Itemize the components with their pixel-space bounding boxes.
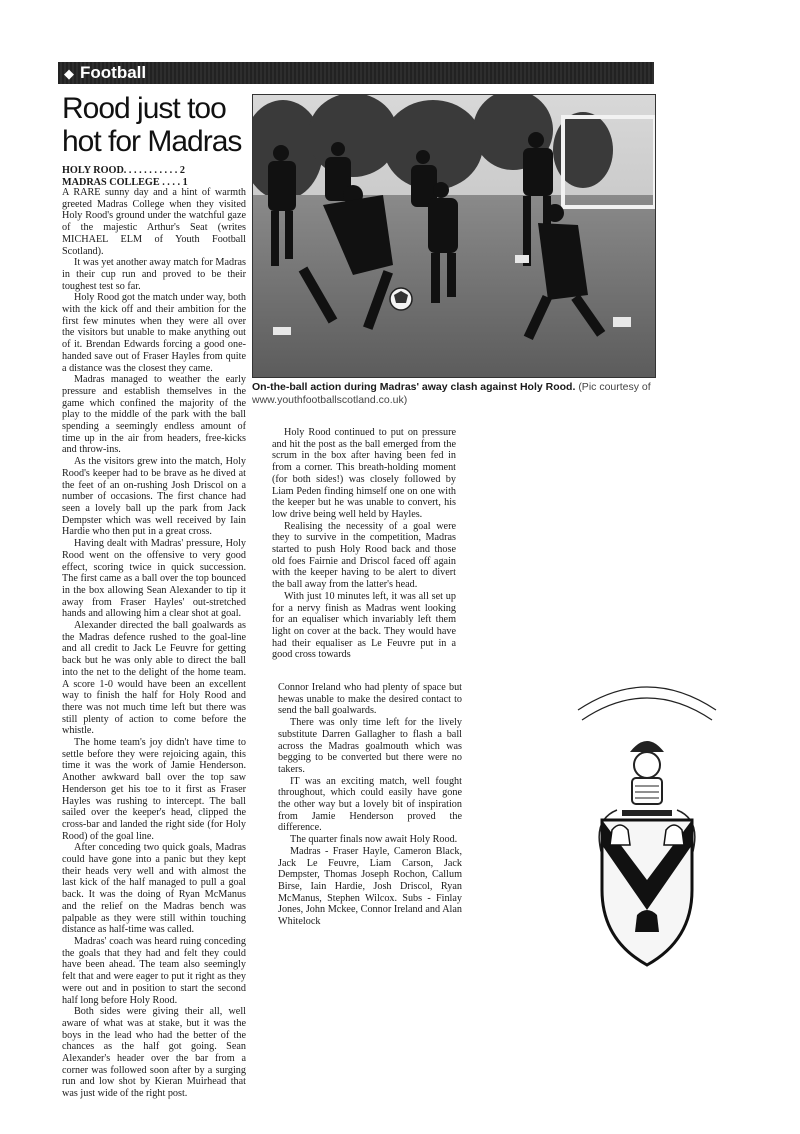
paragraph: Alexander directed the ball goalwards as the Madras defence rushed to the goal-line and all credit to Jack Le Feuvre for getting back but he was only able to direct the ball into the net to the delight of the home team. A score 1-0 would have been an excellent way to finish the half for Holy Rood and there was not much time left but there was still plenty of action to come before the whistle.	[62, 620, 246, 737]
caption-credit: (Pic courtesy of www.youthfootballscotland.co.uk)	[252, 381, 651, 406]
paragraph: The quarter finals now await Holy Rood.	[290, 834, 458, 846]
paragraph: Madras managed to weather the early pressure and establish themselves in the game which confined the majority of the play to the middle of the park with the ball spending a seemingly endless amount of time up in the air from headers, free-kicks and throw-ins.	[62, 374, 246, 456]
article-headline: Rood just too hot for Madras	[62, 92, 242, 158]
article-column-1	[62, 187, 246, 1100]
paragraph: As the visitors grew into the match, Holy Rood's keeper had to be brave as he dived at the feet of an on-rushing Josh Driscol on a number of occasions. The first chance had seen a lovely ball up the park from Jack Dempster which was well received by Iain Hardie who then put in a great cross.	[62, 456, 246, 538]
paragraph: Having dealt with Madras' pressure, Holy Rood went on the offensive to very good effect, scoring twice in quick succession. The first came as a ball over the top bounced in the box allowing Sean Alexander to tip it away from Fraser Hayles' out-stretched hands and allowing him a clear shot at goal.	[62, 538, 246, 620]
paragraph: Madras' coach was heard ruing conceding the goals that they had and felt they could have been ahead. The team also seemingly felt that and were eager to put it right as they were out and in position to start the second half long before Holy Rood.	[62, 936, 246, 1006]
paragraph: A RARE sunny day and a hint of warmth greeted Madras College when they visited Holy Rood's ground under the watchful gaze of the majestic Arthur's Seat (writes MICHAEL ELM of Youth Football Scotland).	[62, 187, 246, 257]
paragraph: Connor Ireland who had plenty of space but hewas unable to make the desired contact to send the ball goalwards.	[278, 682, 462, 717]
diamond-icon: ◆	[64, 66, 74, 81]
paragraph: There was only time left for the lively substitute Darren Gallagher to flash a ball across the Madras goalmouth which was begging to be converted but there were no takers.	[278, 717, 462, 775]
paragraph: It was yet another away match for Madras in their cup run and proved to be their toughest test so far.	[62, 257, 246, 292]
paragraph: IT was an exciting match, well fought throughout, which could easily have gone the other way but a lovely bit of inspiration from Jamie Henderson proved the difference.	[278, 775, 462, 834]
section-header-bar	[58, 62, 654, 84]
paragraph: Both sides were giving their all, well aware of what was at stake, but it was the boys in the lead who had the better of the chances as the half got going. Sean Alexander's header over the bar from a corner was followed soon after by a surging run and low shot by Kieran Muirhead that was just wide of the right post.	[62, 1006, 246, 1100]
match-photo-illustration	[253, 95, 655, 377]
caption-text: On-the-ball action during Madras' away clash against Holy Rood.	[252, 381, 576, 393]
paragraph: Realising the necessity of a goal were they to survive in the competition, Madras started to push Holy Rood back and those old foes Fairnie and Driscol faced off again with the keeper having to be alert to divert the ball away from the latter's head.	[272, 520, 456, 591]
paragraph: After conceding two quick goals, Madras could have gone into a panic but they kept their heads very well and with almost the last kick of the half managed to pull a goal back. It was the doing of Ryan McManus and the relief on the Madras bench was palpable as they were still within touching distance as half-time was called.	[62, 842, 246, 936]
crest-emblem-icon	[572, 670, 722, 980]
paragraph: Holy Rood continued to put on pressure and hit the post as the ball emerged from the scrum in the box after having been fed in from a corner. This breath-holding moment (for both sides!) was closely followed by Liam Peden finding himself one on one with the keeper but he was unable to convert, his low drive being well held by Hayles.	[272, 427, 456, 520]
article-column-2-top	[272, 427, 456, 661]
paragraph: With just 10 minutes left, it was all set up for a nervy finish as Madras went looking for an equaliser which invariably left them light on cover at the back. They would have had their equaliser as Le Feuvre put in a good cross towards	[272, 590, 456, 661]
section-label: Football	[80, 63, 147, 82]
paragraph: The home team's joy didn't have time to settle before they were rejoicing again, this time it was the work of Jamie Henderson. Another awkward ball over the top saw Henderson get his toe to it first as Fraser Hayles was rushing to intercept. The ball sailed over the keeper's head, clipped the cross-bar and landed the right side (for Holy Rood) of the goal line.	[62, 737, 246, 842]
school-crest	[572, 670, 722, 980]
paragraph: Madras - Fraser Hayle, Cameron Black, Jack Le Feuvre, Liam Carson, Jack Dempster, Thomas Joseph Rochon, Callum Birse, Iain Hardie, Josh Driscol, Ryan McManus, Stephen Wilcox. Subs - Finlay Jones, John Mckee, Connor Ireland and Alan Whitelock	[278, 845, 462, 928]
match-photo	[252, 94, 656, 378]
paragraph: Holy Rood got the match under way, both with the kick off and their ambition for the first few minutes when they were all over the visitors but unable to make anything out of it. Brendan Edwards forcing a good one-handed save out of Fraser Hayles from quite a distance was the closest they came.	[62, 292, 246, 374]
article-column-2-bottom	[278, 682, 462, 928]
score-block	[62, 165, 252, 189]
score-away: MADRAS COLLEGE . . . . 1	[62, 177, 188, 188]
photo-caption	[252, 381, 662, 407]
score-home: HOLY ROOD. . . . . . . . . . . 2	[62, 165, 185, 176]
